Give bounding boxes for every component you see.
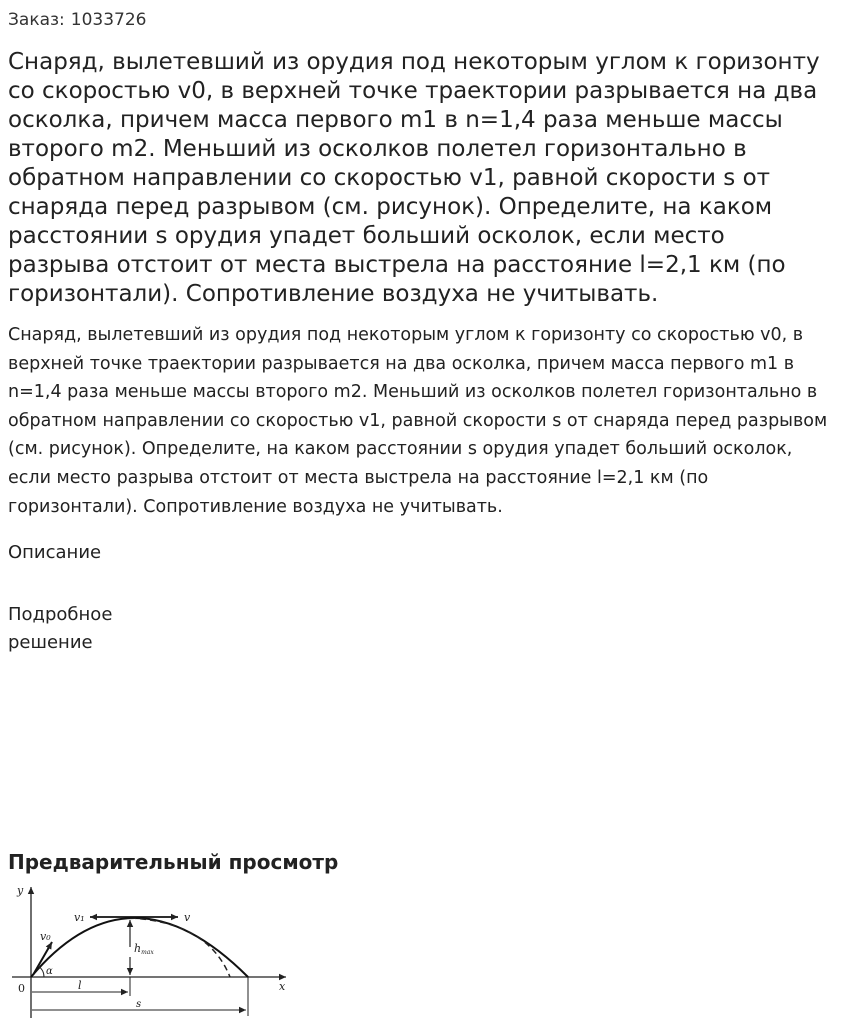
hmax-label [134, 942, 154, 956]
s-label: s [136, 999, 142, 1010]
origin-label: 0 [18, 982, 25, 995]
v1-label: v₁ [74, 911, 85, 924]
problem-title: Снаряд, вылетевший из орудия под некоторым углом к горизонту со скоростью v0, в верхней точке траектории разрывается на два осколка, причем масса первого m1 в n=1,4 раза меньше массы второго m2. Меньший из осколков полетел горизонтально в обратном направлении со скоростью v1, равной скорости s от снаряда перед разрывом (см. рисунок). Определите, на каком расстоянии s орудия упадет больший осколок, если место разрыва отстоит от места выстрела на расстояние l=2,1 км (по горизонтали). Сопротивление воздуха не учитывать. [8, 49, 820, 307]
trajectory-figure [8, 882, 298, 1020]
v0-label: v₀ [40, 930, 51, 943]
solution-label: Подробное решение [8, 604, 113, 654]
hmax-sub: max [141, 949, 154, 956]
hmax-main: h [134, 942, 142, 955]
x-axis-label: x [279, 980, 286, 993]
trajectory-diagram [8, 882, 298, 1020]
problem-body: Снаряд, вылетевший из орудия под некоторым углом к горизонту со скоростью v0, в верхней точке траектории разрывается на два осколка, причем масса первого m1 в n=1,4 раза меньше массы второго m2. Меньший из осколков полетел горизонтально в обратном направлении со скоростью v1, равной скорости s от снаряда перед разрывом (см. рисунок). Определите, на каком расстоянии s орудия упадет больший осколок, если место разрыва отстоит от места выстрела на расстояние l=2,1 км (по горизонтали). Сопротивление воздуха не учитывать. [8, 325, 828, 517]
order-label: Заказ: [8, 10, 65, 30]
order-number: 1033726 [70, 10, 147, 30]
preview-title: Предварительный просмотр [8, 850, 339, 874]
v-label: v [184, 911, 191, 924]
y-axis-label: y [17, 884, 24, 897]
description-label: Описание [8, 542, 102, 564]
order-line [8, 0, 839, 30]
alpha-label: α [46, 966, 53, 977]
l-label: l [78, 979, 82, 992]
